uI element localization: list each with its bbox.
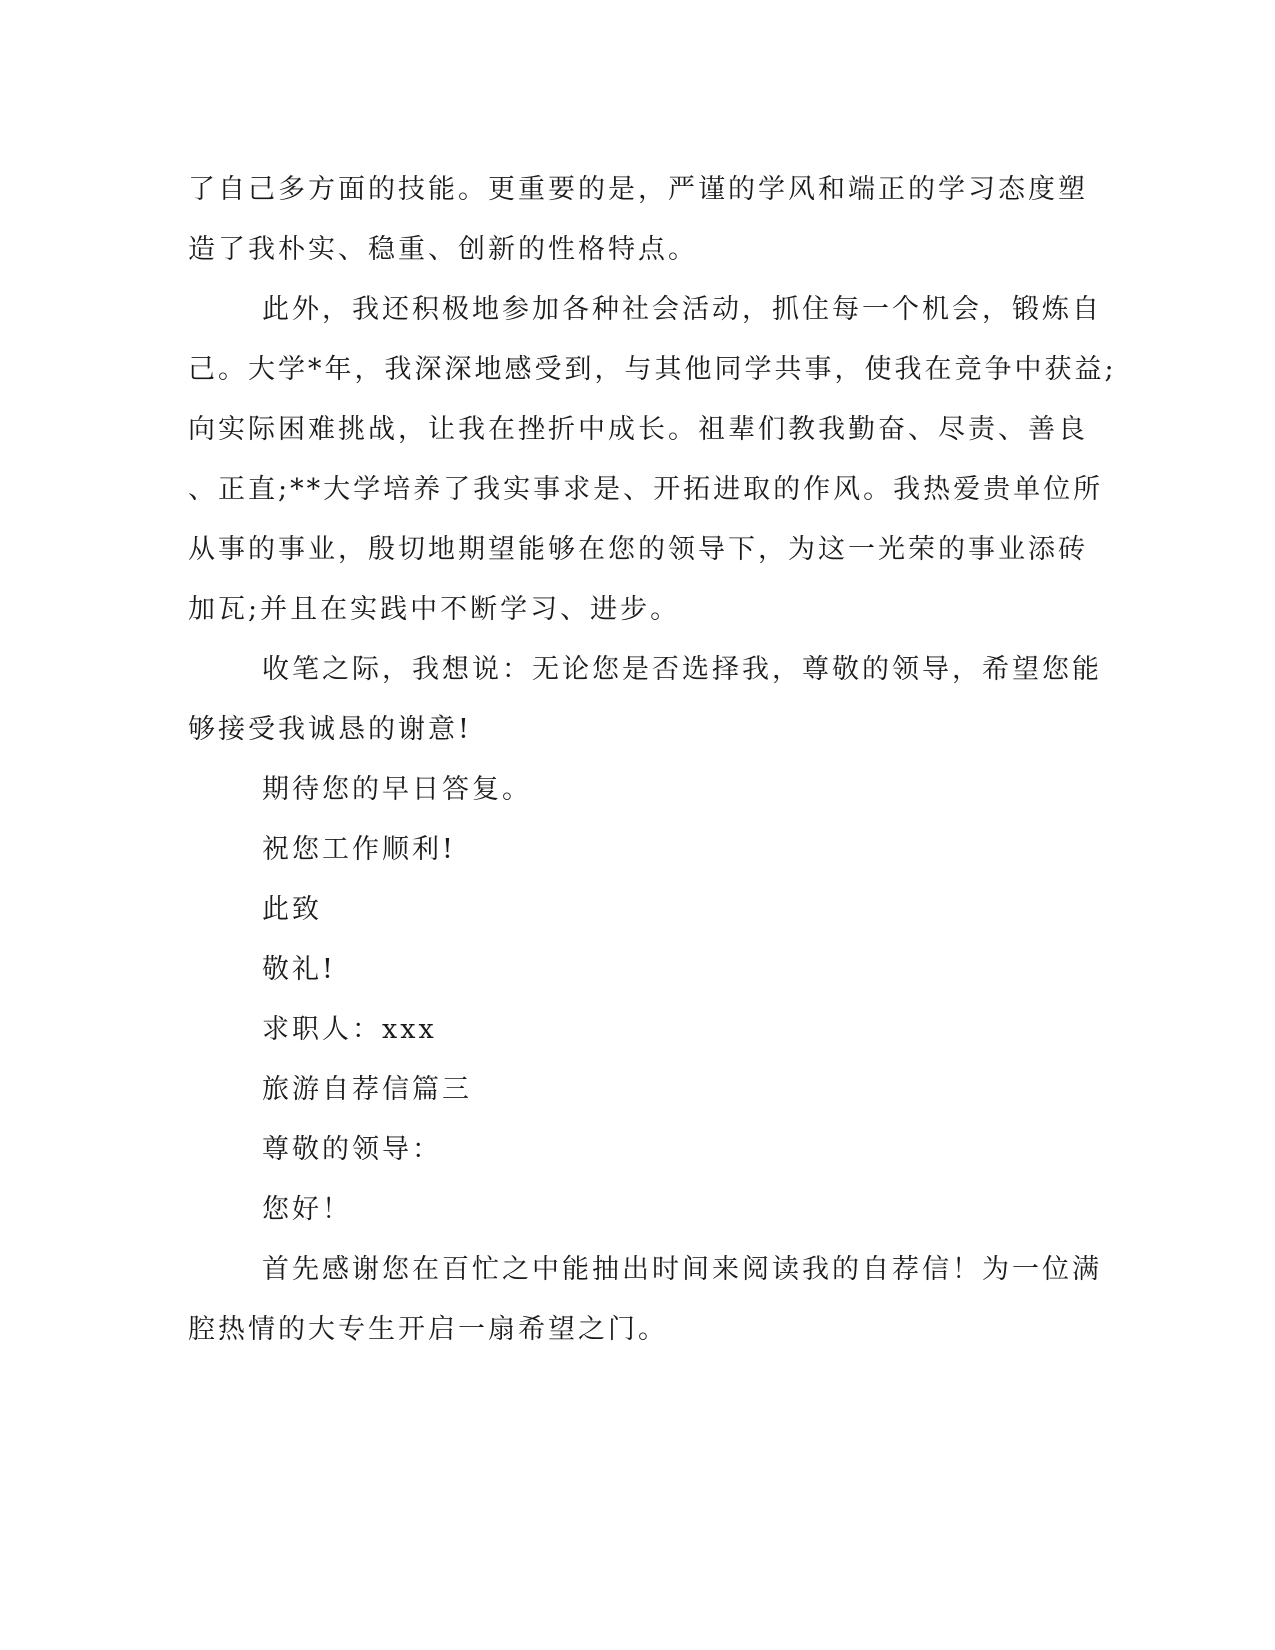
text-line: 首先感谢您在百忙之中能抽出时间来阅读我的自荐信！为一位满: [262, 1254, 1102, 1285]
text-line: 加瓦;并且在实践中不断学习、进步。: [188, 594, 681, 625]
signature-line: 求职人：xxx: [262, 1014, 437, 1045]
greeting: 您好！: [262, 1194, 352, 1225]
text-line: 了自己多方面的技能。更重要的是，严谨的学风和端正的学习态度塑: [188, 174, 1088, 205]
text-line: 祝您工作顺利!: [262, 834, 456, 865]
text-line: 腔热情的大专生开启一扇希望之门。: [188, 1314, 668, 1345]
closing-line: 此致: [262, 894, 322, 925]
text-line: 期待您的早日答复。: [262, 774, 532, 805]
text-line: 造了我朴实、稳重、创新的性格特点。: [188, 234, 698, 265]
text-line: 己。大学*年，我深深地感受到，与其他同学共事，使我在竞争中获益;: [188, 354, 1117, 385]
text-line: 此外，我还积极地参加各种社会活动，抓住每一个机会，锻炼自: [262, 294, 1102, 325]
section-heading: 旅游自荐信篇三: [262, 1074, 472, 1105]
text-line: 向实际困难挑战，让我在挫折中成长。祖辈们教我勤奋、尽责、善良: [188, 414, 1088, 445]
salutation: 尊敬的领导：: [262, 1134, 442, 1165]
letter-body: [188, 160, 1117, 1360]
text-line: 从事的事业，殷切地期望能够在您的领导下，为这一光荣的事业添砖: [188, 534, 1088, 565]
text-line: 、正直;**大学培养了我实事求是、开拓进取的作风。我热爱贵单位所: [188, 474, 1104, 505]
text-line: 够接受我诚恳的谢意!: [188, 714, 472, 745]
text-line: 收笔之际，我想说：无论您是否选择我，尊敬的领导，希望您能: [262, 654, 1102, 685]
closing-line: 敬礼!: [262, 954, 336, 985]
